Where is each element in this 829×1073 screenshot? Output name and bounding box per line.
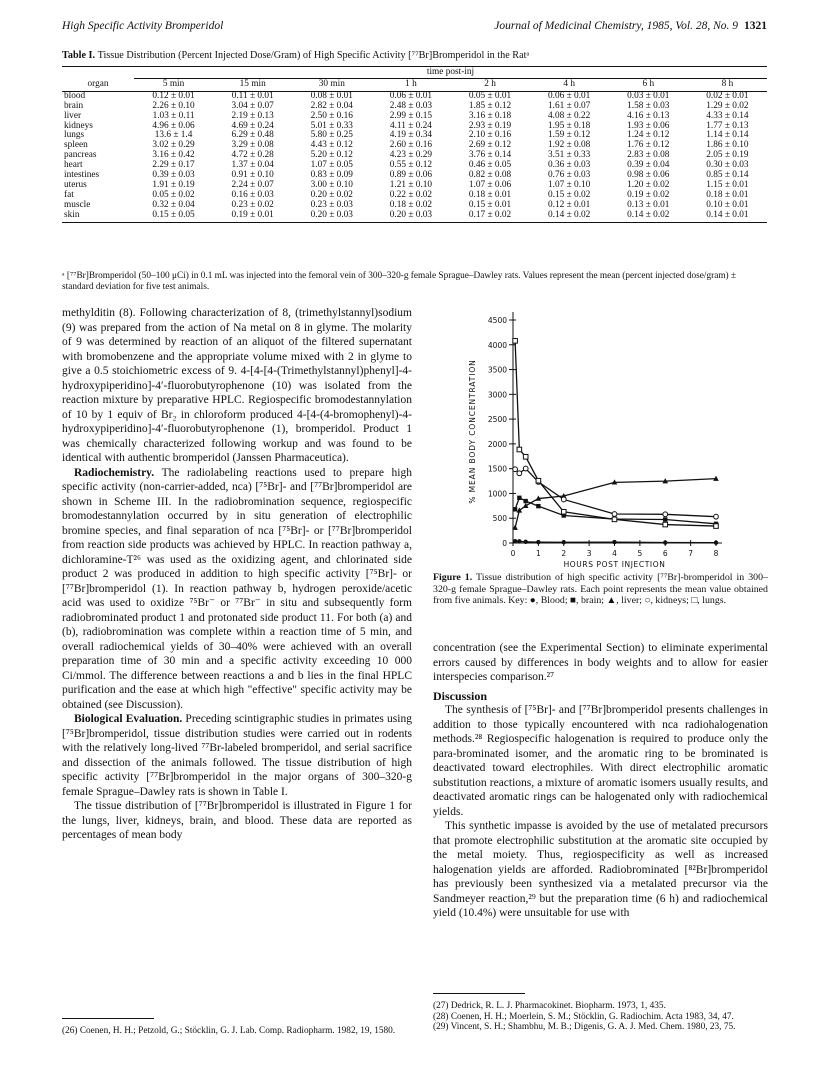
- value-cell: 0.05 ± 0.01: [468, 90, 512, 101]
- y-tick-label: 4000: [487, 340, 507, 350]
- data-point-kidneys: [513, 467, 518, 472]
- x-tick-label: 3: [586, 549, 592, 558]
- data-point-brain: [536, 504, 540, 508]
- organ-cell: kidneys: [64, 120, 93, 131]
- value-cell: 0.14 ± 0.02: [530, 211, 609, 222]
- table-row: [62, 211, 767, 222]
- value-cell: 2.26 ± 0.10: [152, 100, 195, 111]
- paragraph: concentration (see the Experimental Section) to eliminate experimental errors caused by differences in body weights and to allow for easier interspecies comparison.²⁷: [433, 642, 768, 683]
- data-point-lungs: [612, 517, 617, 522]
- x-axis-label: HOURS POST INJECTION: [563, 560, 666, 569]
- value-cell: 1.21 ± 0.10: [389, 179, 433, 190]
- value-cell: 3.16 ± 0.42: [152, 150, 195, 161]
- value-cell: 4.72 ± 0.28: [231, 150, 274, 161]
- value-cell: 1.77 ± 0.13: [706, 120, 749, 131]
- y-tick-label: 1000: [487, 489, 507, 499]
- x-tick-label: 4: [612, 549, 617, 558]
- time-span-header: time post-inj: [426, 67, 475, 77]
- value-cell: 0.55 ± 0.12: [389, 160, 433, 171]
- value-cell: 0.23 ± 0.02: [231, 199, 274, 210]
- value-cell: 3.16 ± 0.18: [468, 110, 512, 121]
- value-cell: 0.05 ± 0.02: [152, 189, 195, 200]
- organ-cell: pancreas: [64, 150, 97, 161]
- y-tick-label: 1500: [487, 464, 507, 474]
- value-cell: 0.11 ± 0.01: [231, 90, 274, 101]
- value-cell: 0.89 ± 0.06: [389, 170, 433, 181]
- value-cell: 0.46 ± 0.05: [468, 160, 512, 171]
- figure-caption-text: Tissue distribution of high specific activity [⁷⁷Br]-bromperidol in 300–320-g female Sprague–Dawley rats. Each point represents the mean value obtained from five animals. Key: ●, Blood; ■, brain; ▲, liver; ○, kidneys; □, lungs.: [433, 572, 768, 607]
- data-point-kidneys: [561, 497, 566, 502]
- x-tick-label: 6: [662, 549, 668, 558]
- data-point-lungs: [523, 454, 528, 459]
- time-column-header: 30 min: [292, 78, 371, 91]
- organ-cell: fat: [64, 189, 74, 200]
- data-point-lungs: [513, 339, 518, 344]
- value-cell: 0.76 ± 0.03: [548, 170, 591, 181]
- value-cell: 0.18 ± 0.02: [389, 199, 433, 210]
- value-cell: 4.16 ± 0.13: [627, 110, 670, 121]
- organ-cell: muscle: [64, 199, 91, 210]
- value-cell: 0.10 ± 0.01: [706, 199, 749, 210]
- value-cell: 1.91 ± 0.19: [152, 179, 195, 190]
- data-point-lungs: [663, 522, 668, 527]
- y-tick-label: 2500: [487, 415, 507, 425]
- data-point-kidneys: [517, 471, 522, 476]
- value-cell: 2.48 ± 0.03: [389, 100, 433, 111]
- series-kidneys: [513, 466, 719, 519]
- value-cell: 4.23 ± 0.29: [389, 150, 433, 161]
- time-column-header: 6 h: [609, 78, 688, 91]
- reference-28: (28) Coenen, H. H.; Moerlein, S. M.; Stöcklin, G. Radiochim. Acta 1983, 34, 47.: [433, 1011, 734, 1022]
- value-cell: 0.14 ± 0.01: [688, 211, 767, 222]
- value-cell: 2.60 ± 0.16: [389, 140, 433, 151]
- value-cell: 0.36 ± 0.03: [548, 160, 591, 171]
- table-span-header-row: [62, 67, 767, 78]
- data-point-blood: [714, 541, 718, 545]
- value-cell: 0.18 ± 0.01: [706, 189, 749, 200]
- data-point-blood: [523, 540, 527, 544]
- data-point-brain: [513, 507, 517, 511]
- value-cell: 4.96 ± 0.06: [152, 120, 195, 131]
- value-cell: 1.29 ± 0.02: [706, 100, 749, 111]
- value-cell: 2.19 ± 0.13: [231, 110, 274, 121]
- value-cell: 3.04 ± 0.07: [231, 100, 274, 111]
- reference-26: (26) Coenen, H. H.; Petzold, G.; Stöcklin, G. J. Lab. Comp. Radiopharm. 1982, 19, 1580.: [62, 1026, 396, 1036]
- value-cell: 2.99 ± 0.15: [389, 110, 433, 121]
- running-header-right: [449, 20, 767, 32]
- footnote-rule: [433, 993, 525, 994]
- footnote-rule: [62, 1018, 154, 1019]
- figure-label: Figure 1.: [433, 572, 473, 583]
- value-cell: 1.92 ± 0.08: [548, 140, 591, 151]
- paragraph: Radiochemistry. The radiolabeling reactions used to prepare high specific activity (non-carrier-added, nca) [⁷⁵Br]- and [⁷⁷Br]bromperidol are shown in Scheme III. In the radiobromination sequence, regiospecific bromodestannylation occurred by in situ generation of electrophilic bromine species, and final separation of nca [⁷⁵Br]- or [⁷⁷Br]bromperidol from reaction side products was achieved by HPLC. In reaction pathway a, dichloramine-T²⁶ was used as the oxidizing agent, and chlorinated side product 2 was produced in addition to high specific activity [⁷⁵Br]- or [⁷⁷Br]bromperidol (1). In reaction pathway b, hydrogen peroxide/acetic acid was used to oxidize ⁷⁵Br⁻ or ⁷⁷Br⁻ in situ and subsequently form radiobrominated product 1 and protonated side product 11. For both (a) and (b), radiobromination was complete within a reaction time of 5 min, and overall radiochemical yields of 30–40% were achieved with an overall preparation time of 30 min and a specific activity exceeding 10 000 Ci/mmol. The difference between reactions a and b lies in the final HPLC purification and the ease at which high "effective" specific activity may be obtained (see Discussion).: [62, 466, 412, 711]
- data-point-kidneys: [523, 466, 528, 471]
- value-cell: 1.24 ± 0.12: [627, 130, 670, 141]
- data-point-lungs: [536, 478, 541, 483]
- value-cell: 0.20 ± 0.02: [310, 189, 353, 200]
- paragraph-heading: Radiochemistry.: [74, 466, 155, 479]
- value-cell: 0.12 ± 0.01: [152, 90, 195, 101]
- value-cell: 2.29 ± 0.17: [152, 160, 195, 171]
- data-point-blood: [562, 540, 566, 544]
- reference-27: (27) Dedrick, R. L. J. Pharmacokinet. Biopharm. 1973, 1, 435.: [433, 1001, 666, 1011]
- value-cell: 1.61 ± 0.07: [548, 100, 591, 111]
- y-tick-label: 500: [492, 514, 507, 524]
- value-cell: 2.69 ± 0.12: [468, 140, 512, 151]
- value-cell: 0.85 ± 0.14: [706, 170, 749, 181]
- value-cell: 13.6 ± 1.4: [154, 130, 193, 141]
- value-cell: 0.15 ± 0.02: [548, 189, 591, 200]
- time-column-header: 15 min: [213, 78, 292, 91]
- right-column: [433, 641, 768, 921]
- time-column-header: 1 h: [371, 78, 450, 91]
- value-cell: 0.03 ± 0.01: [627, 90, 670, 101]
- value-cell: 0.16 ± 0.03: [231, 189, 274, 200]
- data-point-kidneys: [663, 512, 668, 517]
- value-cell: 6.29 ± 0.48: [231, 130, 274, 141]
- data-point-lungs: [561, 509, 566, 514]
- value-cell: 3.29 ± 0.08: [231, 140, 274, 151]
- series-line-kidneys: [515, 469, 716, 517]
- value-cell: 1.93 ± 0.06: [627, 120, 670, 131]
- organ-cell: skin: [62, 211, 134, 222]
- paragraph: Biological Evaluation. Preceding scintigraphic studies in primates using [⁷⁵Br]bromperidol, tissue distribution studies were carried out in rodents with the relatively long-lived ⁷⁷Br-labeled bromperidol, and serial sacrifice and dissection of the animals followed. The tissue distribution of high specific activity [⁷⁷Br]bromperidol in the major organs of 300–320-g female Sprague–Dawley rats is shown in Table I.: [62, 713, 412, 798]
- value-cell: 1.14 ± 0.14: [706, 130, 749, 141]
- y-tick-label: 3000: [487, 390, 507, 400]
- running-header-left: High Specific Activity Bromperidol: [62, 20, 224, 32]
- value-cell: 2.93 ± 0.19: [468, 120, 512, 131]
- table-footnote: ᵃ [⁷⁷Br]Bromperidol (50–100 μCi) in 0.1 mL was injected into the femoral vein of 300–320-g female Sprague–Dawley rats. Values represent the mean (percent injected dose/gram) ± standard deviation for five test animals.: [62, 271, 737, 292]
- value-cell: 1.58 ± 0.03: [627, 100, 670, 111]
- value-cell: 0.12 ± 0.01: [548, 199, 591, 210]
- data-point-blood: [513, 539, 517, 543]
- value-cell: 0.83 ± 0.09: [310, 170, 353, 181]
- paragraph: methylditin (8). Following characterization of 8, (trimethylstannyl)sodium (9) was prepared from the action of Na metal on 8 in glyme. The molarity of 9 was determined by reaction of an aliquot of the filtered supernatant with bromobenzene and the appropriate volume mixed with 2 in glyme to give a 0.5 stoichiometric excess of 9. 4-[4-[4-(Trimethylstannyl)phenyl]-4-hydroxypiperidino]-4′-fluorobutyrophenone (10) was isolated from the reaction mixture by preparative HPLC. Regiospecific bromodestannylation of 10 by 1 equiv of Br₂ in chloroform produced 4-[4-(4-bromophenyl)-4-hydroxypiperidino]-4′-fluorobutyrophenone (1), bromperidol. Product 1 was chemically characterized following workup and was found to be identical with authentic bromperidol (Janssen Pharmaceutica).: [62, 307, 412, 464]
- paragraph: The synthesis of [⁷⁵Br]- and [⁷⁷Br]bromperidol presents challenges in addition to those typically encountered with nca radiohalogenation methods.²⁸ Regiospecific halogenation is required to produce only the para-brominated isomer, and the aromatic ring to be brominated is deactivated toward electrophiles. With direct electrophilic aromatic substitution reactions, a mixture of aromatic isomers usually results, and deactivated aromatic rings can be halogenated only with radiochemical yields.: [433, 704, 768, 818]
- value-cell: 1.86 ± 0.10: [706, 140, 749, 151]
- value-cell: 5.01 ± 0.33: [310, 120, 353, 131]
- value-cell: 1.07 ± 0.06: [468, 179, 512, 190]
- value-cell: 0.06 ± 0.01: [548, 90, 591, 101]
- value-cell: 3.76 ± 0.14: [468, 150, 512, 161]
- y-tick-label: 0: [502, 539, 507, 548]
- organ-cell: brain: [64, 100, 84, 111]
- paragraph-heading: Biological Evaluation.: [74, 713, 183, 725]
- value-cell: 0.19 ± 0.01: [213, 211, 292, 222]
- value-cell: 1.15 ± 0.01: [706, 179, 749, 190]
- data-point-brain: [517, 496, 521, 500]
- value-cell: 0.17 ± 0.02: [451, 211, 530, 222]
- figure-caption: [433, 572, 768, 607]
- organ-cell: heart: [64, 160, 83, 171]
- table-title: Tissue Distribution (Percent Injected Dose/Gram) of High Specific Activity [⁷⁷Br]Bromperidol in the Ratᵃ: [97, 50, 530, 61]
- value-cell: 3.51 ± 0.33: [548, 150, 591, 161]
- tissue-distribution-table: [62, 66, 767, 223]
- value-cell: 0.06 ± 0.01: [389, 90, 433, 101]
- value-cell: 0.82 ± 0.08: [468, 170, 512, 181]
- section-heading-discussion: Discussion: [433, 688, 488, 703]
- value-cell: 4.33 ± 0.14: [706, 110, 749, 121]
- value-cell: 0.02 ± 0.01: [706, 90, 749, 101]
- value-cell: 0.20 ± 0.03: [371, 211, 450, 222]
- value-cell: 4.19 ± 0.34: [389, 130, 433, 141]
- value-cell: 2.05 ± 0.19: [706, 150, 749, 161]
- value-cell: 4.43 ± 0.12: [310, 140, 353, 151]
- x-tick-label: 1: [535, 549, 541, 558]
- value-cell: 3.02 ± 0.29: [152, 140, 195, 151]
- organ-cell: liver: [64, 110, 82, 121]
- time-column-header: 4 h: [530, 78, 609, 91]
- y-tick-label: 2000: [487, 439, 507, 449]
- data-point-kidneys: [714, 514, 719, 519]
- data-point-brain: [663, 517, 667, 521]
- y-tick-label: 4500: [487, 316, 507, 325]
- x-tick-label: 7: [688, 549, 694, 558]
- data-point-kidneys: [612, 512, 617, 517]
- value-cell: 0.91 ± 0.10: [231, 170, 274, 181]
- value-cell: 3.00 ± 0.10: [310, 179, 353, 190]
- reference-29: (29) Vincent, S. H.; Shambhu, M. B.; Digenis, G. A. J. Med. Chem. 1980, 23, 75.: [433, 1022, 736, 1032]
- data-point-blood: [612, 540, 616, 544]
- value-cell: 1.20 ± 0.02: [627, 179, 670, 190]
- value-cell: 0.39 ± 0.04: [627, 160, 670, 171]
- value-cell: 0.30 ± 0.03: [706, 160, 749, 171]
- value-cell: 0.14 ± 0.02: [609, 211, 688, 222]
- value-cell: 1.95 ± 0.18: [548, 120, 591, 131]
- series-lungs: [513, 339, 718, 529]
- paragraph: This synthetic impasse is avoided by the use of metalated precursors that promote electrophilic substitution at the aromatic site occupied by the metal moiety. Thus, regiospecificity as well as increased halogenation yields are afforded. Radiobrominated [⁸²Br]bromperidol has previously been synthesized via a metalated precursor via the Sandmeyer reaction,²⁹ but the preparation time (6 h) and radiochemical yield (10.4%) were unsuitable for use with: [433, 820, 768, 919]
- organ-column-header: organ: [62, 78, 134, 91]
- figure-1-chart: [433, 300, 768, 570]
- time-column-header: 2 h: [451, 78, 530, 91]
- x-tick-label: 2: [561, 549, 567, 558]
- value-cell: 1.85 ± 0.12: [468, 100, 512, 111]
- value-cell: 2.10 ± 0.16: [468, 130, 512, 141]
- value-cell: 0.18 ± 0.01: [468, 189, 512, 200]
- value-cell: 2.24 ± 0.07: [231, 179, 274, 190]
- data-point-blood: [536, 540, 540, 544]
- value-cell: 5.20 ± 0.12: [310, 150, 353, 161]
- organ-cell: blood: [64, 90, 86, 101]
- value-cell: 2.82 ± 0.04: [310, 100, 353, 111]
- value-cell: 1.59 ± 0.12: [548, 130, 591, 141]
- value-cell: 0.98 ± 0.06: [627, 170, 670, 181]
- x-tick-label: 5: [637, 549, 643, 558]
- table-label: Table I.: [62, 50, 96, 61]
- value-cell: 2.50 ± 0.16: [310, 110, 353, 121]
- value-cell: 4.08 ± 0.22: [548, 110, 591, 121]
- data-point-lungs: [517, 447, 522, 452]
- organ-cell: spleen: [64, 140, 88, 151]
- organ-cell: uterus: [64, 179, 87, 190]
- data-point-lungs: [714, 524, 719, 529]
- value-cell: 5.80 ± 0.25: [310, 130, 353, 141]
- data-point-brain: [523, 499, 527, 503]
- organ-cell: intestines: [64, 170, 100, 181]
- value-cell: 2.83 ± 0.08: [627, 150, 670, 161]
- value-cell: 0.20 ± 0.03: [292, 211, 371, 222]
- series-blood: [513, 539, 718, 545]
- paragraph: The tissue distribution of [⁷⁷Br]bromperidol is illustrated in Figure 1 for the lungs, liver, kidneys, brain, and blood. These data are reported as percentages of mean body: [62, 800, 412, 841]
- value-cell: 0.23 ± 0.03: [310, 199, 353, 210]
- value-cell: 0.13 ± 0.01: [627, 199, 670, 210]
- value-cell: 0.15 ± 0.01: [468, 199, 512, 210]
- x-tick-label: 0: [510, 549, 516, 558]
- page-number: 1321: [744, 20, 767, 32]
- value-cell: 0.22 ± 0.02: [389, 189, 433, 200]
- organ-cell: lungs: [64, 130, 85, 141]
- value-cell: 1.37 ± 0.04: [231, 160, 274, 171]
- y-tick-label: 3500: [487, 365, 507, 375]
- footnotes-right: [433, 1001, 768, 1033]
- footnotes-left: [62, 1026, 412, 1037]
- value-cell: 4.11 ± 0.24: [389, 120, 432, 131]
- journal-citation: Journal of Medicinal Chemistry, 1985, Vol. 28, No. 9: [494, 20, 738, 32]
- value-cell: 1.76 ± 0.12: [627, 140, 670, 151]
- y-axis-label: % MEAN BODY CONCENTRATION: [468, 359, 477, 504]
- left-column: [62, 306, 412, 843]
- value-cell: 1.07 ± 0.10: [548, 179, 591, 190]
- table-caption: [62, 50, 767, 61]
- value-cell: 0.19 ± 0.02: [627, 189, 670, 200]
- value-cell: 1.07 ± 0.05: [310, 160, 353, 171]
- data-point-blood: [663, 540, 667, 544]
- value-cell: 0.15 ± 0.05: [134, 211, 213, 222]
- value-cell: 1.03 ± 0.11: [152, 110, 195, 121]
- value-cell: 0.32 ± 0.04: [152, 199, 195, 210]
- time-column-header: 5 min: [134, 78, 213, 91]
- value-cell: 4.69 ± 0.24: [231, 120, 274, 131]
- data-point-blood: [517, 539, 521, 543]
- table-header-row: [62, 78, 767, 91]
- x-tick-label: 8: [713, 549, 719, 558]
- value-cell: 0.39 ± 0.03: [152, 170, 195, 181]
- value-cell: 0.08 ± 0.01: [310, 90, 353, 101]
- time-column-header: 8 h: [688, 78, 767, 91]
